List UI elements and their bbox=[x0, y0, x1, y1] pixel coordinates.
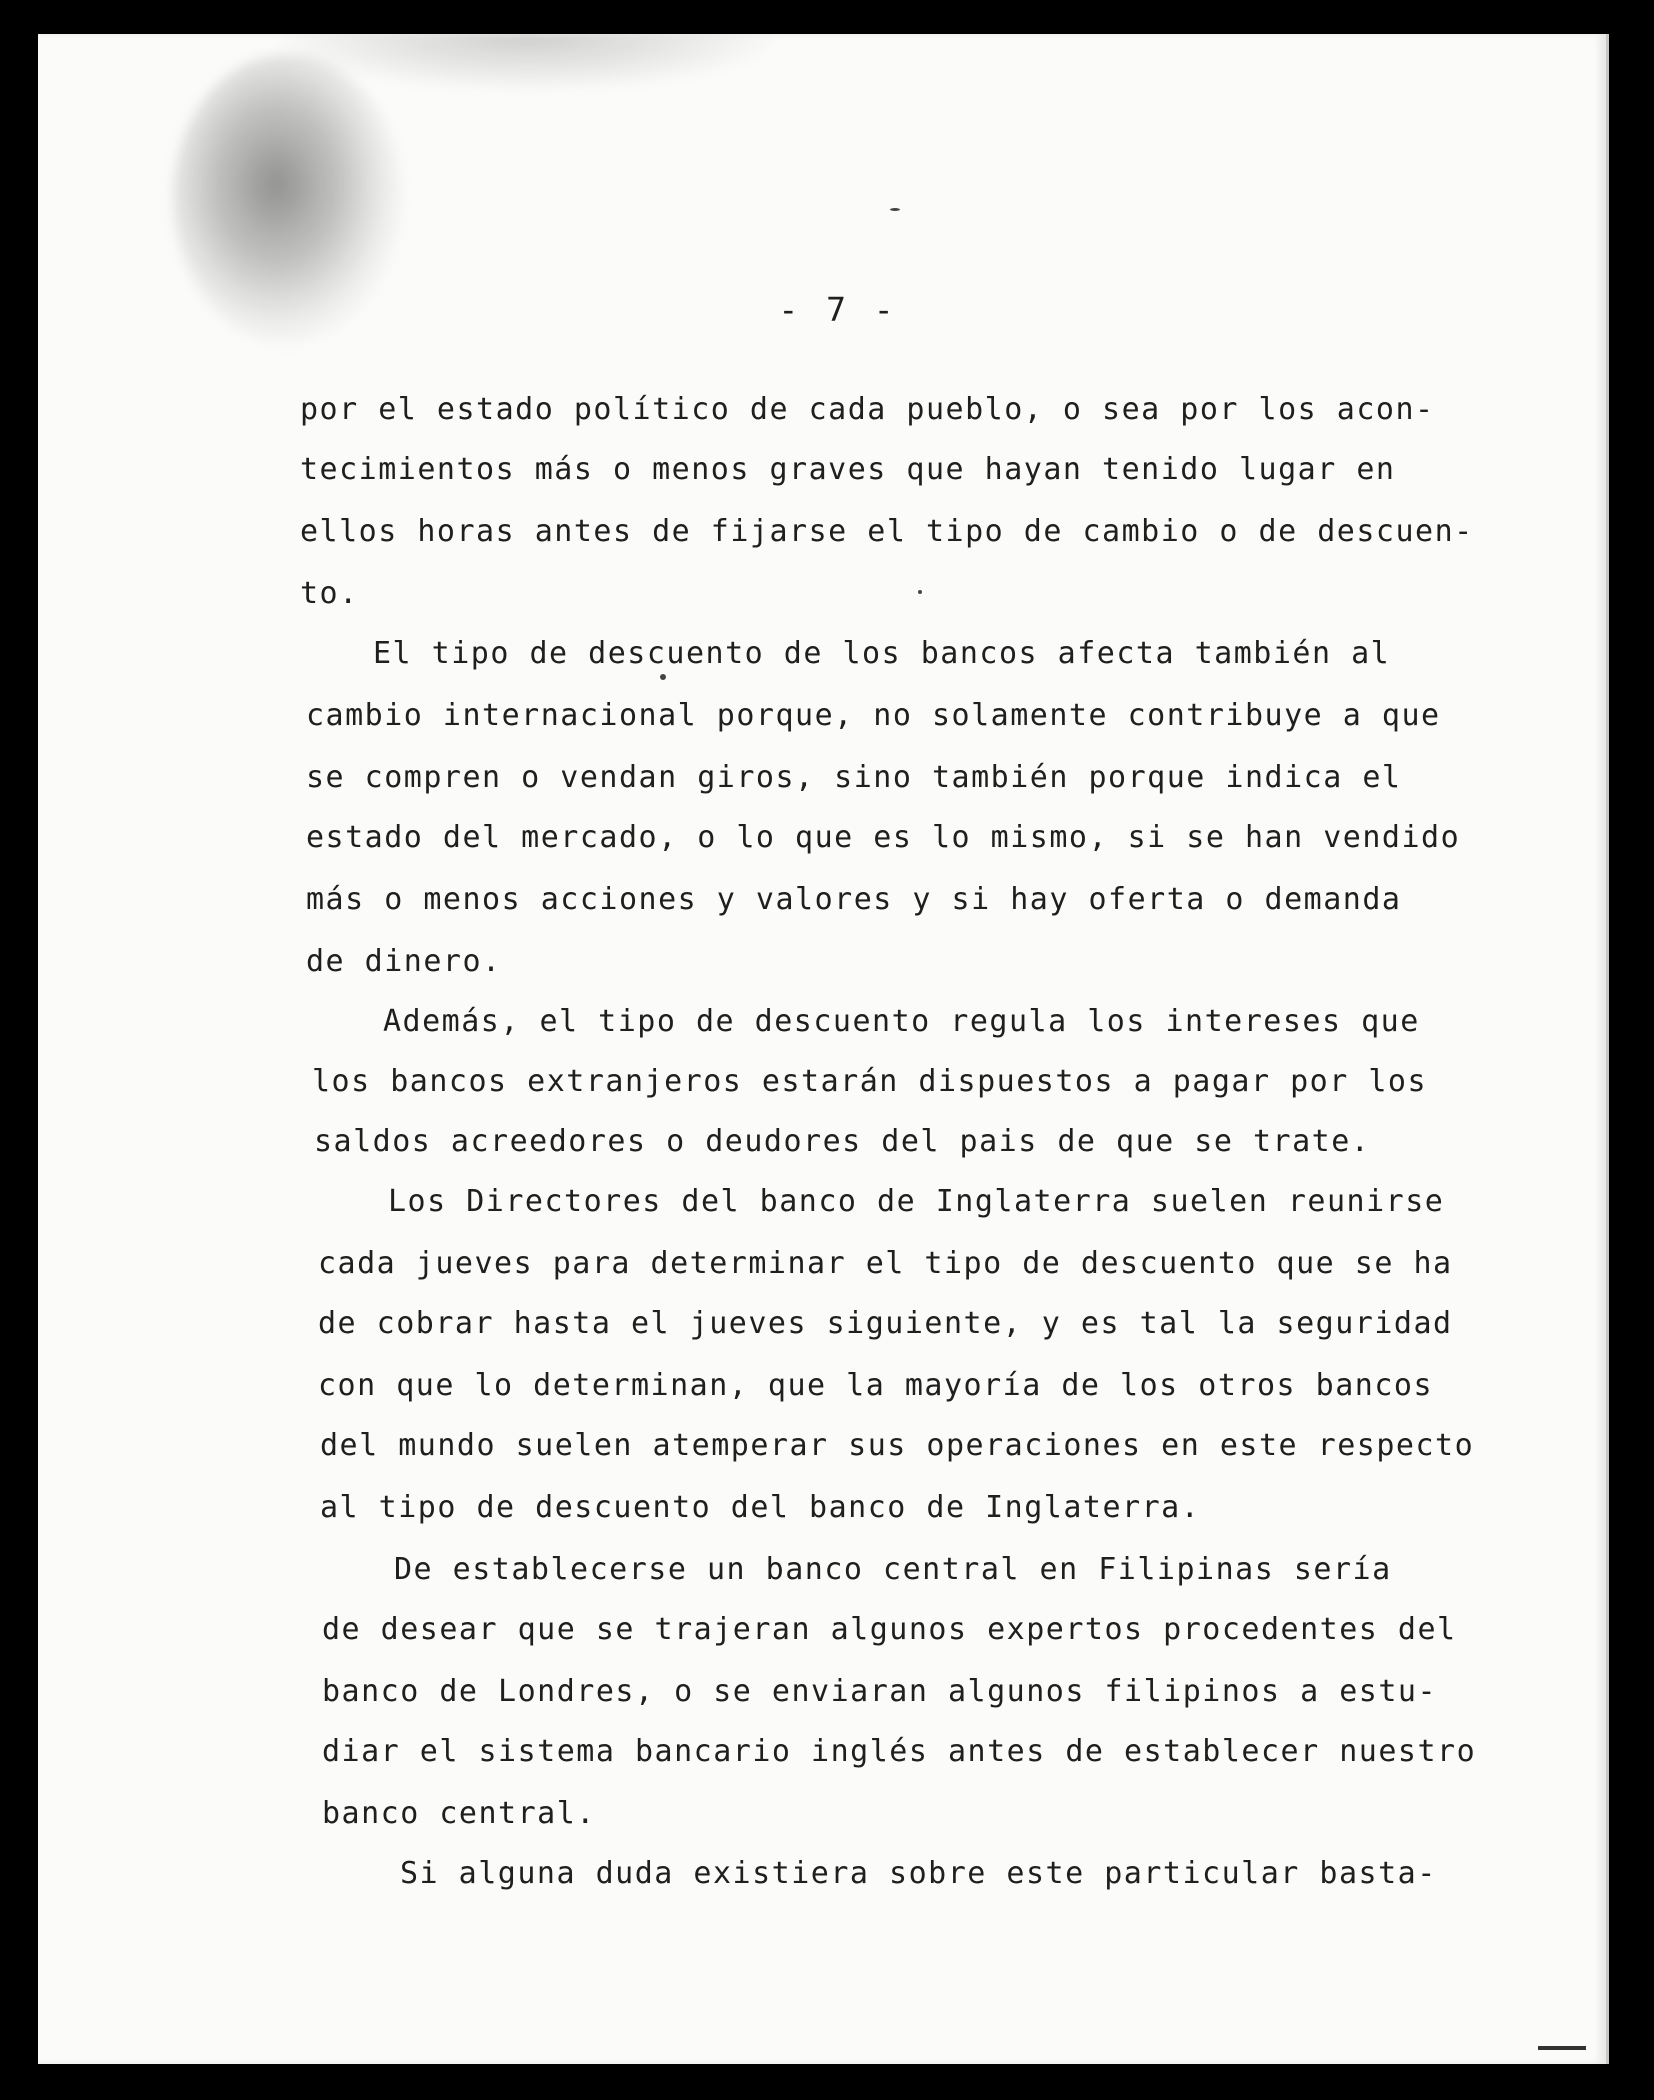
text-line: diar el sistema bancario inglés antes de establecer nuestro bbox=[322, 1734, 1477, 1769]
text-line: to. bbox=[300, 576, 359, 611]
corner-mark bbox=[1538, 2046, 1586, 2050]
text-line: los bancos extranjeros estarán dispuestos a pagar por los bbox=[312, 1064, 1428, 1099]
text-line: Los Directores del banco de Inglaterra suelen reunirse bbox=[388, 1184, 1445, 1219]
text-line: banco central. bbox=[322, 1796, 596, 1831]
text-line: con que lo determinan, que la mayoría de los otros bancos bbox=[318, 1368, 1434, 1403]
text-line: Además, el tipo de descuento regula los intereses que bbox=[383, 1004, 1420, 1039]
text-line: banco de Londres, o se enviaran algunos filipinos a estu- bbox=[322, 1674, 1438, 1709]
text-line: ellos horas antes de fijarse el tipo de cambio o de descuen- bbox=[300, 514, 1474, 549]
text-line: tecimientos más o menos graves que hayan tenido lugar en bbox=[300, 452, 1396, 487]
text-line: De establecerse un banco central en Filipinas sería bbox=[394, 1552, 1392, 1587]
page-number: - 7 - bbox=[778, 290, 898, 329]
ink-smudge-top bbox=[268, 34, 788, 94]
text-line: de dinero. bbox=[306, 944, 502, 979]
text-line: estado del mercado, o lo que es lo mismo, si se han vendido bbox=[306, 820, 1461, 855]
ink-speck bbox=[918, 590, 922, 594]
text-line: saldos acreedores o deudores del pais de que se trate. bbox=[314, 1124, 1371, 1159]
text-line: de cobrar hasta el jueves siguiente, y es tal la seguridad bbox=[318, 1306, 1453, 1341]
text-line: cambio internacional porque, no solamente contribuye a que bbox=[306, 698, 1441, 733]
ink-speck bbox=[890, 208, 900, 211]
text-line: del mundo suelen atemperar sus operaciones en este respecto bbox=[320, 1428, 1475, 1463]
text-line: más o menos acciones y valores y si hay oferta o demanda bbox=[306, 882, 1402, 917]
text-line: cada jueves para determinar el tipo de descuento que se ha bbox=[318, 1246, 1453, 1281]
ink-smudge bbox=[173, 54, 403, 344]
text-line: Si alguna duda existiera sobre este particular basta- bbox=[400, 1856, 1437, 1891]
text-line: por el estado político de cada pueblo, o sea por los acon- bbox=[300, 392, 1435, 427]
text-line: de desear que se trajeran algunos expertos procedentes del bbox=[322, 1612, 1457, 1647]
text-line: se compren o vendan giros, sino también porque indica el bbox=[306, 760, 1402, 795]
text-line: al tipo de descuento del banco de Inglaterra. bbox=[320, 1490, 1201, 1525]
document-page bbox=[38, 34, 1609, 2064]
ink-speck bbox=[660, 674, 666, 680]
text-line: El tipo de descuento de los bancos afecta también al bbox=[373, 636, 1391, 671]
